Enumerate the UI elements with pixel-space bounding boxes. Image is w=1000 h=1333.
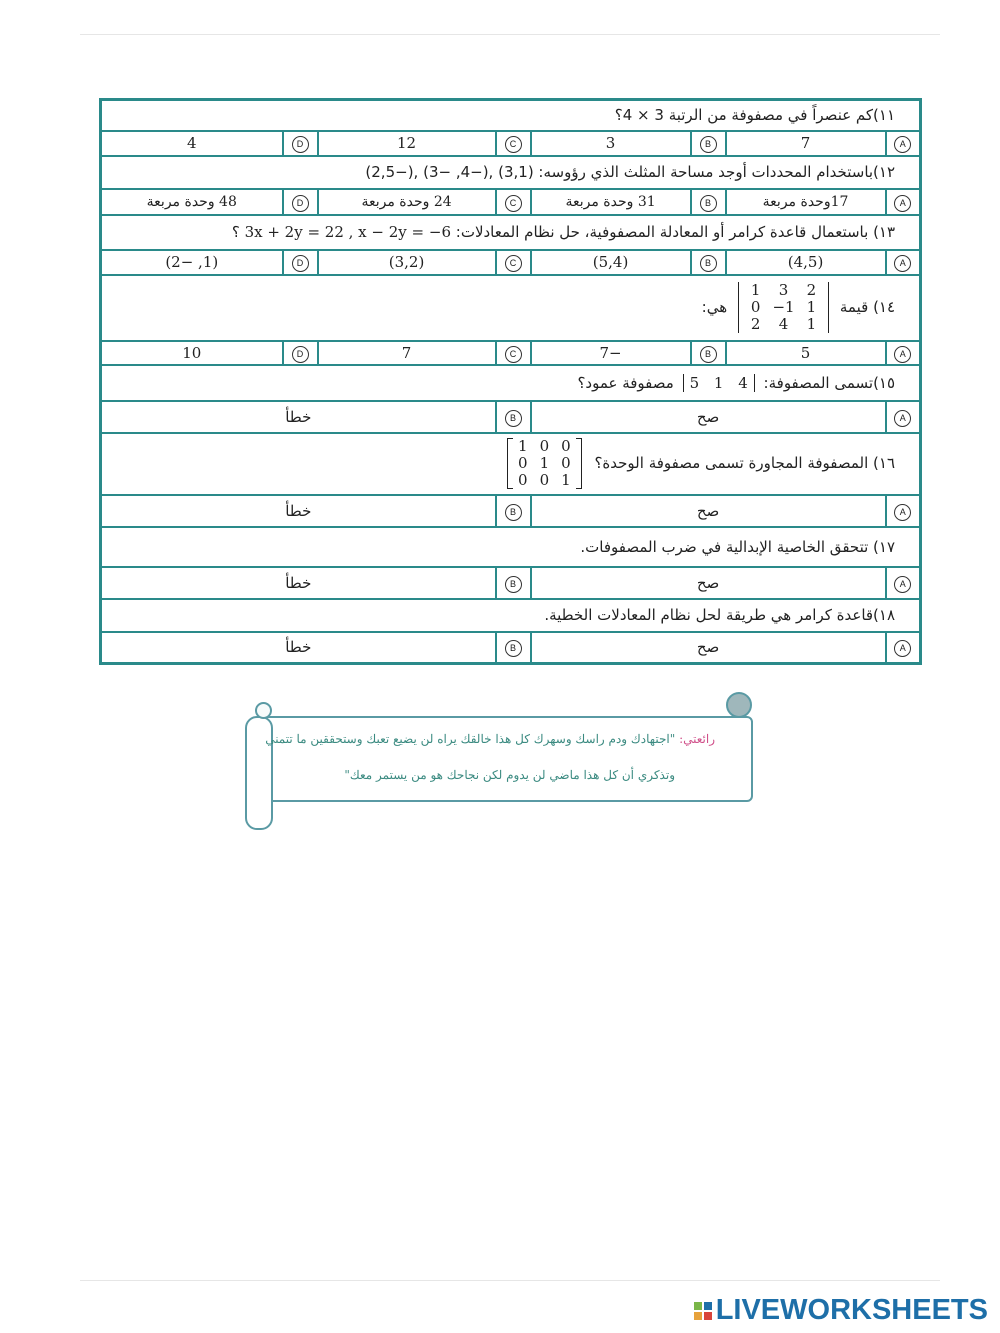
option-letter: B xyxy=(700,255,717,272)
option-b[interactable] xyxy=(691,131,726,156)
matrix-cell: 0 xyxy=(518,471,528,489)
matrix-cell: 0 xyxy=(539,471,550,489)
option-a-text: صح xyxy=(531,401,886,433)
question-13-equations: 3x + 2y = 22 , x − 2y = −6 ؟ xyxy=(231,223,451,241)
option-letter: D xyxy=(292,255,309,272)
option-a[interactable] xyxy=(886,632,921,664)
option-a-text: صح xyxy=(531,567,886,599)
option-d[interactable] xyxy=(283,189,318,215)
option-c-text: (3,2) xyxy=(318,250,496,275)
top-divider xyxy=(80,34,940,35)
matrix-cell: 0 xyxy=(518,454,528,472)
question-11-stem: ١١)كم عنصراً في مصفوفة من الرتبة 3 × 4؟ xyxy=(101,100,921,131)
banner-lead: رائعتي: xyxy=(679,732,715,746)
option-letter: B xyxy=(505,576,522,593)
option-a[interactable] xyxy=(886,341,921,365)
option-a[interactable] xyxy=(886,495,921,527)
question-15-stem xyxy=(101,365,921,401)
matrix-cell: 1 xyxy=(561,471,571,489)
option-a-text: (4,5) xyxy=(726,250,886,275)
matrix-cell: 4 xyxy=(778,315,789,333)
option-letter: A xyxy=(894,346,911,363)
question-14-stem xyxy=(101,275,921,341)
option-c-text: 7 xyxy=(318,341,496,365)
matrix-cell: 3 xyxy=(778,281,789,299)
question-18-stem: ١٨)قاعدة كرامر هي طريقة لحل نظام المعادلات الخطية. xyxy=(101,599,921,632)
question-14-options xyxy=(101,341,921,365)
logo-grid-icon xyxy=(694,1302,712,1320)
option-b-text: 3 xyxy=(531,131,691,156)
matrix-cell: −1 xyxy=(772,298,795,316)
matrix-cell: 0 xyxy=(539,437,550,455)
option-letter: B xyxy=(505,504,522,521)
option-b[interactable] xyxy=(496,632,531,664)
matrix-cell: 0 xyxy=(561,437,571,455)
question-13-text: ١٣) باستعمال قاعدة كرامر أو المعادلة المصفوفية، حل نظام المعادلات: xyxy=(455,223,896,241)
option-letter: A xyxy=(894,195,911,212)
option-letter: B xyxy=(700,195,717,212)
quiz-table xyxy=(99,98,922,665)
banner-line-1 xyxy=(265,732,715,746)
logo-square xyxy=(694,1302,702,1310)
option-letter: B xyxy=(700,136,717,153)
matrix-cell: 2 xyxy=(750,315,761,333)
option-letter: B xyxy=(505,640,522,657)
option-b-text: خطأ xyxy=(101,401,496,433)
option-d[interactable] xyxy=(283,250,318,275)
matrix-cell: 0 xyxy=(750,298,761,316)
question-13-stem xyxy=(101,215,921,250)
question-17-stem: ١٧) تتحقق الخاصية الإبدالية في ضرب المصفوفات. xyxy=(101,527,921,567)
option-letter: A xyxy=(894,255,911,272)
question-12-options xyxy=(101,189,921,215)
question-11-options xyxy=(101,131,921,156)
option-letter: B xyxy=(700,346,717,363)
scroll-curl-right-icon xyxy=(726,692,752,718)
option-a[interactable] xyxy=(886,250,921,275)
option-letter: A xyxy=(894,640,911,657)
banner-line-1-text: "اجتهادك ودم راسك وسهرك كل هذا خالقك يراه لن يضيع تعبك وستحققين ما تتمني xyxy=(265,732,676,746)
logo-square xyxy=(704,1312,712,1320)
option-b[interactable] xyxy=(496,567,531,599)
option-d-text: 10 xyxy=(101,341,283,365)
question-12-stem: ١٢)باستخدام المحددات أوجد مساحة المثلث الذي رؤوسه: (3,1) ,(−4, −3) ,(−2,5) xyxy=(101,156,921,189)
option-c[interactable] xyxy=(496,341,531,365)
logo-square xyxy=(694,1312,702,1320)
question-13-options xyxy=(101,250,921,275)
option-b[interactable] xyxy=(496,401,531,433)
determinant-matrix xyxy=(738,282,829,333)
matrix-cell: 2 xyxy=(806,281,817,299)
option-b[interactable] xyxy=(691,189,726,215)
option-d[interactable] xyxy=(283,131,318,156)
option-b-text: خطأ xyxy=(101,567,496,599)
option-b[interactable] xyxy=(496,495,531,527)
question-16-text: ١٦) المصفوفة المجاورة تسمى مصفوفة الوحدة؟ xyxy=(594,454,896,472)
matrix-cell: 0 xyxy=(561,454,571,472)
motivation-banner xyxy=(245,692,755,827)
option-letter: A xyxy=(894,136,911,153)
option-b-text: خطأ xyxy=(101,632,496,664)
question-15-suffix: مصفوفة عمود؟ xyxy=(577,373,674,392)
question-16-options xyxy=(101,495,921,527)
matrix-cell: 1 xyxy=(806,298,817,316)
option-letter: D xyxy=(292,136,309,153)
option-b-text: 31 وحدة مربعة xyxy=(531,189,691,215)
option-letter: C xyxy=(505,195,522,212)
option-a[interactable] xyxy=(886,189,921,215)
option-d[interactable] xyxy=(283,341,318,365)
identity-matrix xyxy=(507,438,582,489)
matrix-cell: 1 xyxy=(806,315,817,333)
option-a[interactable] xyxy=(886,131,921,156)
option-letter: D xyxy=(292,346,309,363)
option-b-text: −7 xyxy=(531,341,691,365)
question-15-options xyxy=(101,401,921,433)
option-letter: A xyxy=(894,576,911,593)
option-a[interactable] xyxy=(886,567,921,599)
option-c[interactable] xyxy=(496,250,531,275)
banner-line-2: وتذكري أن كل هذا ماضي لن يدوم لكن نجاحك هو من يستمر معك" xyxy=(344,768,675,782)
question-14-text: ١٤) قيمة xyxy=(839,298,896,316)
option-c-text: 24 وحدة مربعة xyxy=(318,189,496,215)
matrix-cell: 1 xyxy=(539,454,550,472)
question-18-options xyxy=(101,632,921,664)
option-d-text: 4 xyxy=(101,131,283,156)
option-letter: C xyxy=(505,346,522,363)
option-letter: D xyxy=(292,195,309,212)
banner-body xyxy=(259,716,753,802)
option-c-text: 12 xyxy=(318,131,496,156)
option-d-text: 48 وحدة مربعة xyxy=(101,189,283,215)
option-a-text: صح xyxy=(531,495,886,527)
option-d-text: (1, −2) xyxy=(101,250,283,275)
option-a[interactable] xyxy=(886,401,921,433)
option-a-text: 5 xyxy=(726,341,886,365)
question-15-text: ١٥)تسمى المصفوفة: xyxy=(763,373,896,392)
option-b-text: خطأ xyxy=(101,495,496,527)
logo-square xyxy=(704,1302,712,1310)
option-a-text: 7 xyxy=(726,131,886,156)
question-14-suffix: هي: xyxy=(701,298,728,316)
option-b-text: (5,4) xyxy=(531,250,691,275)
option-letter: C xyxy=(505,255,522,272)
option-b[interactable] xyxy=(691,341,726,365)
question-16-stem xyxy=(101,433,921,495)
bottom-divider xyxy=(80,1280,940,1281)
option-letter: A xyxy=(894,410,911,427)
option-b[interactable] xyxy=(691,250,726,275)
matrix-cell: 1 xyxy=(750,281,761,299)
option-a-text: 17وحدة مربعة xyxy=(726,189,886,215)
option-a-text: صح xyxy=(531,632,886,664)
matrix-cell: 1 xyxy=(518,437,528,455)
option-letter: B xyxy=(505,410,522,427)
brand-name: LIVEWORKSHEETS xyxy=(715,1294,988,1326)
scroll-knob-icon xyxy=(255,702,272,719)
option-c[interactable] xyxy=(496,189,531,215)
row-matrix: 5 1 4 xyxy=(683,374,755,392)
liveworksheets-logo[interactable] xyxy=(694,1294,988,1327)
question-17-options xyxy=(101,567,921,599)
option-letter: C xyxy=(505,136,522,153)
option-c[interactable] xyxy=(496,131,531,156)
option-letter: A xyxy=(894,504,911,521)
